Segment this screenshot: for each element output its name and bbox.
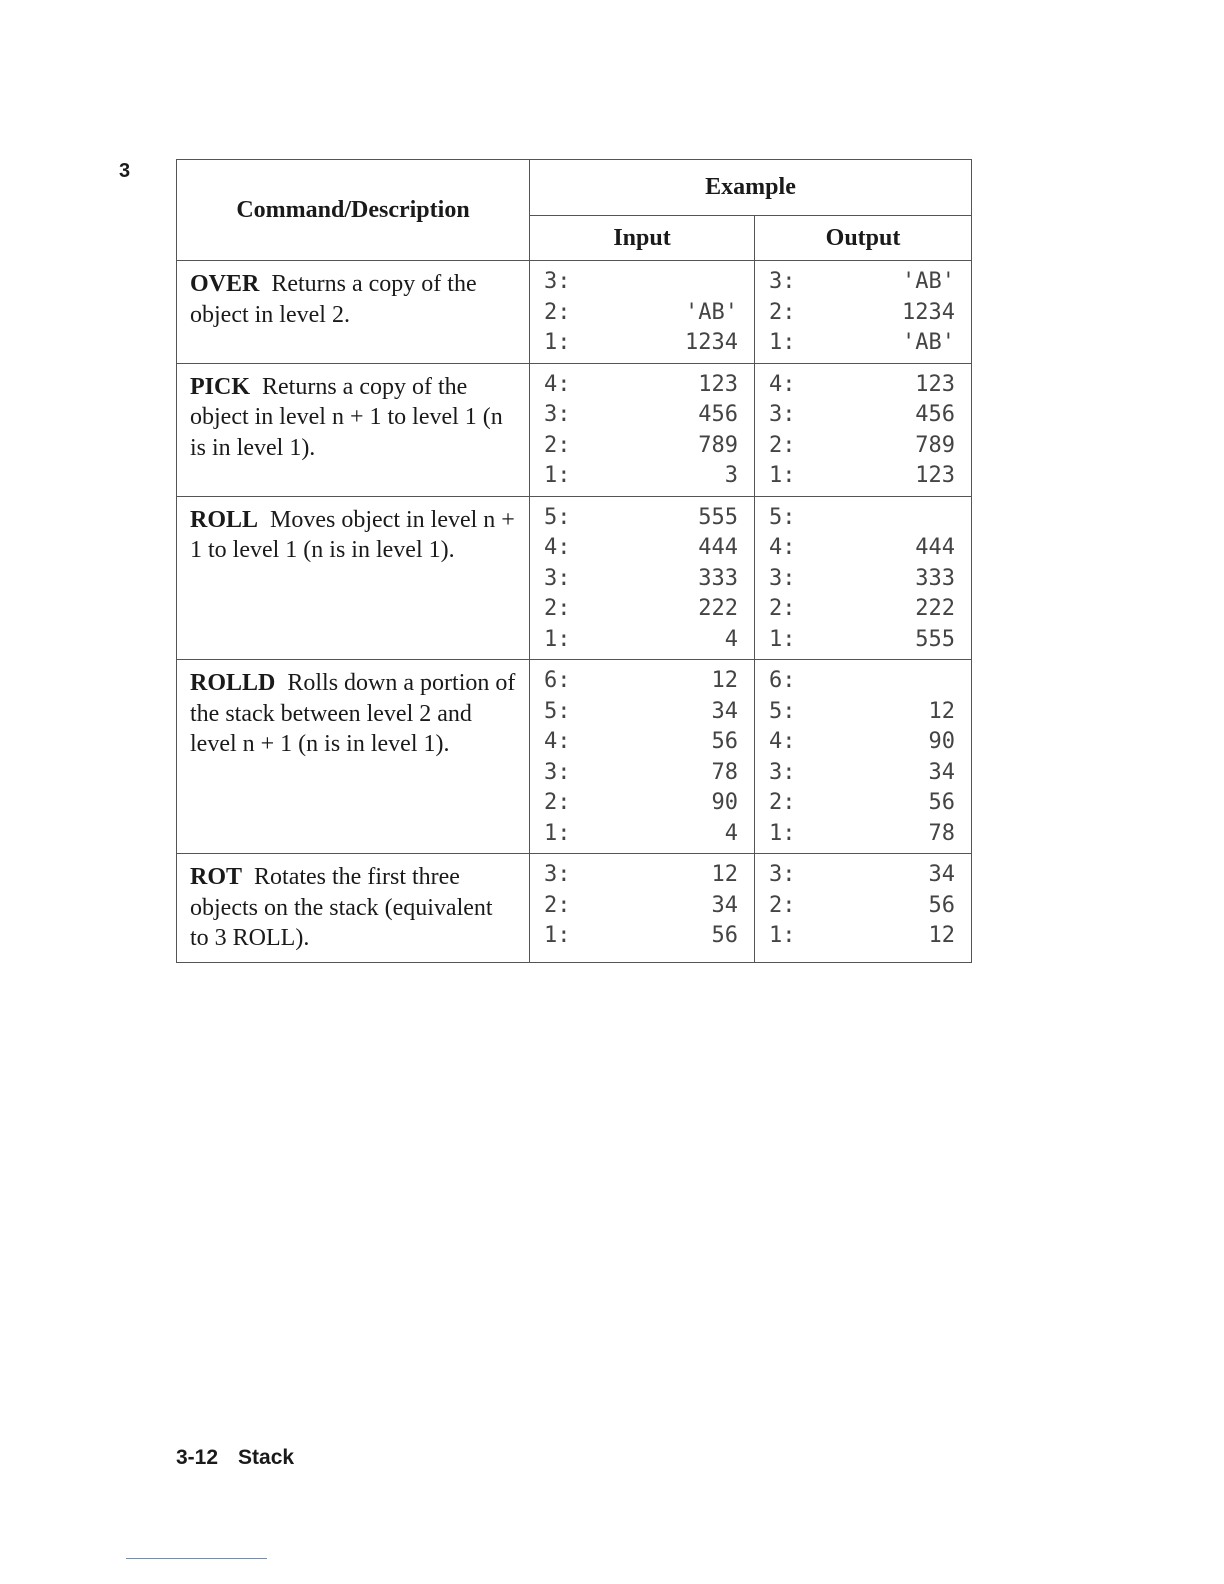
stack-level <box>544 666 738 697</box>
stack-level <box>544 921 738 952</box>
command-table <box>176 159 972 963</box>
stack-level-label: 5: <box>544 698 571 724</box>
stack-level <box>544 503 738 534</box>
stack-level-label: 3: <box>769 269 796 294</box>
stack-level-value: 456 <box>698 402 738 427</box>
stack-level <box>769 697 955 728</box>
stack-level-value: 789 <box>915 432 956 458</box>
stack-level-value: 4 <box>724 626 738 652</box>
header-example: Example <box>530 160 972 216</box>
stack-level-label: 1: <box>544 330 571 355</box>
stack-level-label: 1: <box>544 820 571 846</box>
stack-level-label: 3: <box>769 402 796 427</box>
stack-level <box>544 594 738 625</box>
stack-level <box>769 788 955 819</box>
stack-level-label: 3: <box>544 269 571 294</box>
stack-input-cell <box>530 660 755 854</box>
stack-level <box>544 461 738 492</box>
stack-level-value: 'AB' <box>902 269 956 294</box>
stack-level-label: 2: <box>544 790 571 815</box>
stack-output-cell <box>755 261 972 364</box>
command-name: ROLLD <box>190 670 276 696</box>
stack-level <box>544 625 738 656</box>
stack-level <box>769 921 955 952</box>
stack-level-label: 1: <box>769 820 796 846</box>
stack-level-value: 12 <box>711 862 738 887</box>
header-output: Output <box>755 216 972 261</box>
stack-level-label: 5: <box>544 504 571 530</box>
stack-level <box>544 758 738 789</box>
stack-level-label: 3: <box>544 862 571 887</box>
stack-level <box>544 891 738 922</box>
command-description: Rotates the first three objects on the stack (equivalent to 3 ROLL). <box>190 864 493 951</box>
stack-level <box>769 431 955 462</box>
stack-level-value: 444 <box>698 535 738 560</box>
command-row-rot <box>177 854 972 963</box>
stack-input-cell <box>530 496 755 660</box>
stack-level-label: 4: <box>544 729 571 754</box>
stack-level-value: 333 <box>698 565 738 591</box>
stack-level <box>769 328 955 359</box>
stack-level-value: 444 <box>915 535 956 560</box>
stack-level-value: 333 <box>915 565 956 591</box>
command-description: Returns a copy of the object in level n + 1 to level 1 (n is in level 1). <box>190 373 503 461</box>
stack-level-label: 3: <box>769 565 796 591</box>
command-description-cell <box>177 854 530 963</box>
stack-level <box>544 564 738 595</box>
stack-level-value: 555 <box>698 504 738 530</box>
stack-level-value: 56 <box>928 790 956 815</box>
stack-level-value: 3 <box>724 463 738 488</box>
stack-level <box>769 891 955 922</box>
stack-level-label: 1: <box>769 463 796 488</box>
stack-level-label: 2: <box>544 299 571 325</box>
stack-level-label: 3: <box>769 759 796 785</box>
command-description: Returns a copy of the object in level 2. <box>190 271 477 328</box>
stack-input-cell <box>530 261 755 364</box>
stack-level <box>544 697 738 728</box>
command-name: OVER <box>190 271 260 297</box>
stack-level-label: 4: <box>769 535 796 560</box>
stack-level-value: 34 <box>711 892 738 918</box>
stack-level-label: 5: <box>769 698 796 724</box>
stack-level <box>769 370 955 401</box>
stack-output-cell <box>755 854 972 963</box>
command-row-rolld <box>177 660 972 854</box>
stack-level-value: 456 <box>915 402 956 427</box>
stack-level-value: 56 <box>711 923 738 948</box>
command-row-roll <box>177 496 972 660</box>
stack-level <box>544 267 738 298</box>
stack-level-value: 123 <box>915 463 956 488</box>
stack-level-label: 1: <box>544 923 571 948</box>
stack-level-value: 78 <box>928 820 956 846</box>
stack-level <box>544 328 738 359</box>
stack-level-value: 555 <box>915 626 956 652</box>
stack-level <box>544 727 738 758</box>
stack-level-value: 12 <box>928 698 956 724</box>
command-description-cell <box>177 363 530 496</box>
stack-level <box>769 533 955 564</box>
command-row-pick <box>177 363 972 496</box>
stack-level-label: 4: <box>769 729 796 754</box>
stack-level-label: 4: <box>544 535 571 560</box>
stack-level-value: 222 <box>698 596 738 621</box>
stack-level <box>769 666 955 697</box>
stack-level <box>544 788 738 819</box>
stack-level <box>544 860 738 891</box>
page-footer <box>176 1446 294 1470</box>
command-description-cell <box>177 261 530 364</box>
stack-level <box>544 533 738 564</box>
stack-level-value: 'AB' <box>902 330 956 355</box>
stack-level-label: 2: <box>769 892 796 918</box>
page-number: 3-12 <box>176 1446 219 1469</box>
header-command-description: Command/Description <box>177 160 530 261</box>
stack-level-value: 90 <box>928 729 956 754</box>
stack-level-label: 1: <box>769 330 796 355</box>
stack-level <box>769 564 955 595</box>
stack-level-value: 123 <box>915 371 956 397</box>
command-name: ROT <box>190 864 243 890</box>
stack-level-label: 1: <box>769 626 796 652</box>
stack-level <box>769 298 955 329</box>
stack-level <box>544 370 738 401</box>
header-input: Input <box>530 216 755 261</box>
stack-level-label: 2: <box>544 596 571 621</box>
stack-level-value: 4 <box>724 820 738 846</box>
stack-level-label: 2: <box>769 790 796 815</box>
stack-level-label: 2: <box>544 432 571 458</box>
stack-input-cell <box>530 854 755 963</box>
stack-level <box>544 819 738 850</box>
stack-level <box>544 400 738 431</box>
stack-level-value: 56 <box>711 729 738 754</box>
stack-level <box>769 461 955 492</box>
stack-level-value: 34 <box>928 759 956 785</box>
stack-level-value: 12 <box>711 668 738 693</box>
stack-level <box>544 431 738 462</box>
stack-level <box>769 267 955 298</box>
command-description-cell <box>177 496 530 660</box>
stack-level-value: 1234 <box>902 299 956 325</box>
stack-output-cell <box>755 496 972 660</box>
chapter-number: 3 <box>119 160 131 182</box>
stack-level <box>769 503 955 534</box>
stack-level <box>769 819 955 850</box>
command-name: ROLL <box>190 506 259 533</box>
stack-level-value: 'AB' <box>685 299 738 325</box>
stack-output-cell <box>755 363 972 496</box>
stack-level-label: 2: <box>769 432 796 458</box>
stack-level-value: 12 <box>928 923 956 948</box>
stack-level-value: 789 <box>698 432 738 458</box>
stack-level <box>769 400 955 431</box>
stack-level-value: 222 <box>915 596 956 621</box>
bottom-rule <box>126 1558 267 1559</box>
stack-level <box>769 860 955 891</box>
stack-level <box>769 727 955 758</box>
stack-level-label: 4: <box>544 371 571 397</box>
stack-level-label: 1: <box>769 923 796 948</box>
stack-level <box>769 625 955 656</box>
stack-level <box>769 758 955 789</box>
stack-level-label: 2: <box>769 596 796 621</box>
stack-level-label: 4: <box>769 371 796 397</box>
stack-level-label: 5: <box>769 504 796 530</box>
stack-input-cell <box>530 363 755 496</box>
stack-level <box>544 298 738 329</box>
stack-level-value: 1234 <box>685 330 738 355</box>
stack-level-label: 1: <box>544 626 571 652</box>
stack-level-value: 90 <box>711 790 738 815</box>
command-row-over <box>177 261 972 364</box>
stack-level-value: 56 <box>928 892 956 918</box>
stack-level-value: 34 <box>928 862 956 887</box>
stack-level-value: 78 <box>711 759 738 785</box>
stack-level-label: 3: <box>544 402 571 427</box>
stack-level-label: 1: <box>544 463 571 488</box>
stack-level-label: 3: <box>769 862 796 887</box>
stack-level-value: 34 <box>711 698 738 724</box>
command-description: Rolls down a portion of the stack between level 2 and level n + 1 (n is in level 1). <box>190 670 516 757</box>
command-description: Moves object in level n + 1 to level 1 (n is in level 1). <box>190 506 515 563</box>
section-title: Stack <box>238 1446 295 1469</box>
stack-output-cell <box>755 660 972 854</box>
stack-level-label: 2: <box>769 299 796 325</box>
stack-level-label: 3: <box>544 759 571 785</box>
stack-level-label: 6: <box>544 668 571 693</box>
stack-level-value: 123 <box>698 371 738 397</box>
stack-level-label: 3: <box>544 565 571 591</box>
command-description-cell <box>177 660 530 854</box>
stack-level <box>769 594 955 625</box>
command-name: PICK <box>190 373 250 400</box>
stack-level-label: 2: <box>544 892 571 918</box>
stack-level-label: 6: <box>769 668 796 693</box>
